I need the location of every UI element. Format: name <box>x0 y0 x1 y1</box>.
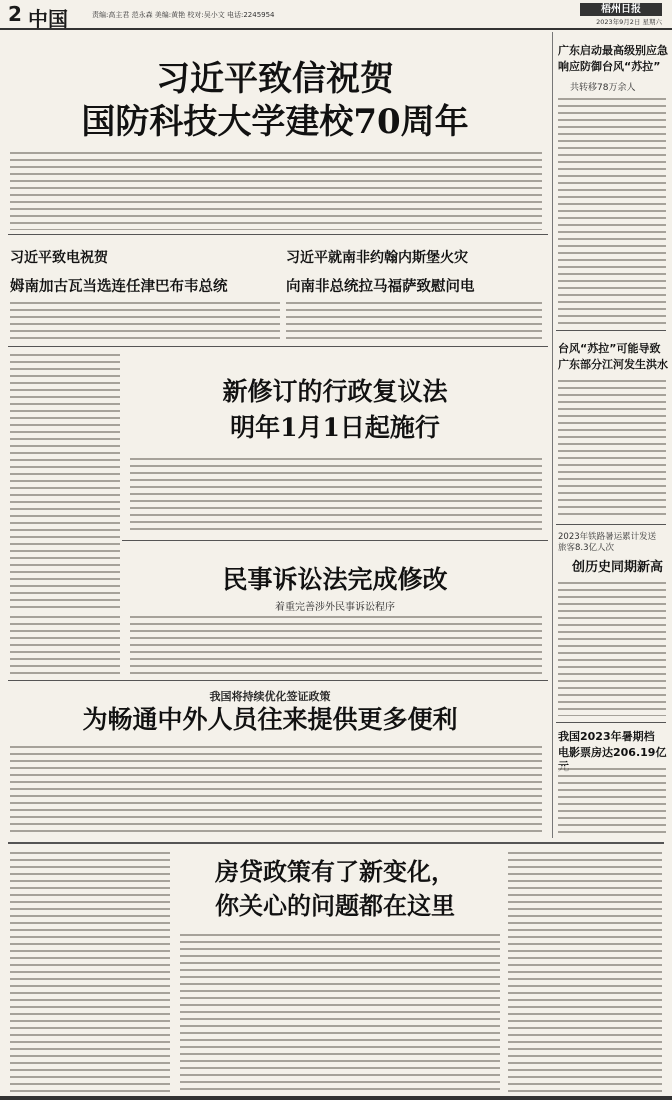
story6-body <box>10 744 542 836</box>
masthead-logo: 梧州日报 <box>580 3 662 16</box>
story3-kicker: 习近平就南非约翰内斯堡火灾 <box>286 250 468 266</box>
story7-body <box>180 932 500 1094</box>
sidebar-divider <box>552 32 553 838</box>
story3-body <box>286 300 542 342</box>
sidebar-item3-kicker: 2023年铁路暑运累计发送旅客8.3亿人次 <box>558 532 657 554</box>
story5-body-left <box>10 614 120 674</box>
story7-body-left <box>10 850 170 1094</box>
editors-line: 责编:高主君 范永森 美编:黄艳 校对:吴小文 电话:2245954 <box>92 11 275 19</box>
sidebar-item2-title1: 台风“苏拉”可能导致 <box>558 342 661 355</box>
sidebar-item3-body <box>558 580 666 716</box>
story2-kicker: 习近平致电祝贺 <box>10 250 108 266</box>
story2-body <box>10 300 280 342</box>
sidebar-item1-body <box>558 96 666 324</box>
divider <box>122 540 548 541</box>
story4-headline-line1: 新修订的行政复议法 <box>222 377 448 406</box>
story3-title: 向南非总统拉马福萨致慰问电 <box>286 279 475 295</box>
story7-body-right <box>508 850 662 1094</box>
main-headline-line1: 习近平致信祝贺 <box>156 59 394 99</box>
divider <box>556 722 666 723</box>
story7-headline-line1: 房贷政策有了新变化， <box>215 857 455 886</box>
sidebar-item4-body <box>558 766 666 836</box>
main-headline-line2: 国防科技大学建校70周年 <box>81 102 469 142</box>
divider <box>8 842 664 844</box>
story4-headline-line2: 明年1月1日起施行 <box>230 413 440 442</box>
story7-headline-line2: 你关心的问题都在这里 <box>215 891 455 920</box>
divider <box>8 680 548 681</box>
section-name: 中国 <box>28 7 68 31</box>
page-footer-bar <box>0 1096 672 1100</box>
main-story-body <box>10 150 542 230</box>
divider <box>8 234 548 235</box>
story6-kicker: 我国将持续优化签证政策 <box>209 690 331 703</box>
story6-headline: 为畅通中外人员往来提供更多便利 <box>82 705 458 734</box>
divider <box>8 346 548 347</box>
sidebar-item1-subtitle: 共转移78万余人 <box>570 83 636 93</box>
sidebar-item2-body <box>558 378 666 518</box>
sidebar-item3-title: 创历史同期新高 <box>572 560 664 575</box>
story5-body <box>130 614 542 674</box>
page-number: 2 <box>8 2 22 26</box>
story4-body-left <box>10 352 120 612</box>
story4-body <box>130 456 542 534</box>
sidebar-item2-title2: 广东部分江河发生洪水 <box>558 358 668 371</box>
story2-title: 姆南加古瓦当选连任津巴布韦总统 <box>10 279 228 295</box>
page-header <box>0 0 672 30</box>
sidebar-item4-title2: 电影票房达206.19亿 <box>558 746 667 759</box>
sidebar-item1-title2: 响应防御台风“苏拉” <box>558 60 661 73</box>
story5-headline: 民事诉讼法完成修改 <box>222 565 448 594</box>
divider <box>556 524 666 525</box>
sidebar-item4-title1: 我国2023年暑期档 <box>558 730 655 743</box>
story5-subtitle: 着重完善涉外民事诉讼程序 <box>275 602 395 613</box>
divider <box>556 330 666 331</box>
sidebar-item1-title1: 广东启动最高级别应急 <box>558 44 668 57</box>
issue-date: 2023年9月2日 星期六 <box>596 18 662 26</box>
